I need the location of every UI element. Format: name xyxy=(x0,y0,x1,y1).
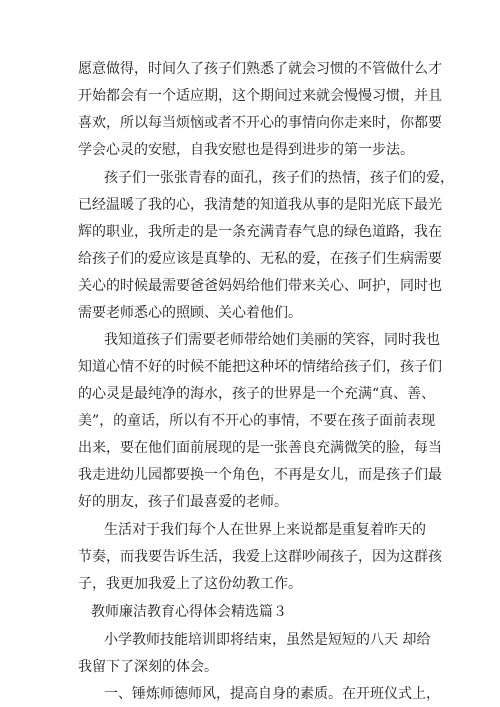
text-line: 的心灵是最纯净的海水，孩子的世界是一个充满“真、善、 xyxy=(78,386,436,402)
text-line: 出来，要在他们面前展现的是一张善良充满微笑的脸，每当 xyxy=(78,440,442,456)
text-line: 关心的时候最需要爸爸妈妈给他们带来关心、呵护，同时也 xyxy=(78,278,442,294)
text-line: 好的朋友，孩子们最喜爱的老师。 xyxy=(78,494,288,510)
paragraph-first-line: 一、锤炼师德师风，提高自身的素质。在开班仪式上， xyxy=(104,686,440,702)
text-line: 开始都会有一个适应期，这个期间过来就会慢慢习惯，并且 xyxy=(78,88,442,104)
paragraph-first-line: 孩子们一张张青春的面孔，孩子们的热情，孩子们的爱， xyxy=(104,170,454,186)
text-line: 我留下了深刻的体会。 xyxy=(78,659,218,675)
text-line: 知道心情不好的时候不能把这种坏的情绪给孩子们，孩子们 xyxy=(78,359,442,375)
paragraph-first-line: 小学教师技能培训即将结束，虽然是短短的八天 却给 xyxy=(104,632,431,648)
text-line: 已经温暖了我的心，我清楚的知道我从事的是阳光底下最光 xyxy=(78,197,442,213)
text-line: 愿意做得，时间久了孩子们熟悉了就会习惯的不管做什么才 xyxy=(78,61,442,77)
text-line: 给孩子们的爱应该是真挚的、无私的爱，在孩子们生病需要 xyxy=(78,251,442,267)
text-line: 子，我更加我爱上了这份幼教工作。 xyxy=(78,576,302,592)
text-line: 节奏，而我要告诉生活，我爱上这群吵闹孩子，因为这群孩 xyxy=(78,549,442,565)
text-line: 喜欢，所以每当烦恼或者不开心的事情向你走来时，你都要 xyxy=(78,115,442,131)
paragraph-first-line: 我知道孩子们需要老师带给她们美丽的笑容，同时我也 xyxy=(104,332,440,348)
paragraph-first-line: 生活对于我们每个人在世界上来说都是重复着昨天的 xyxy=(104,522,426,538)
text-line: 需要老师悉心的照顾、关心着他们。 xyxy=(78,305,302,321)
text-line: 美”，的童话，所以有不开心的事情，不要在孩子面前表现 xyxy=(78,413,436,429)
section-heading: 教师廉洁教育心得体会精选篇３ xyxy=(91,604,287,620)
text-line: 我走进幼儿园都要换一个角色，不再是女儿，而是孩子们最 xyxy=(78,467,442,483)
text-line: 学会心灵的安慰，自我安慰也是得到进步的第一步法。 xyxy=(78,142,414,158)
text-line: 辉的职业，我所走的是一条充满青春气息的绿色道路，我在 xyxy=(78,224,442,240)
